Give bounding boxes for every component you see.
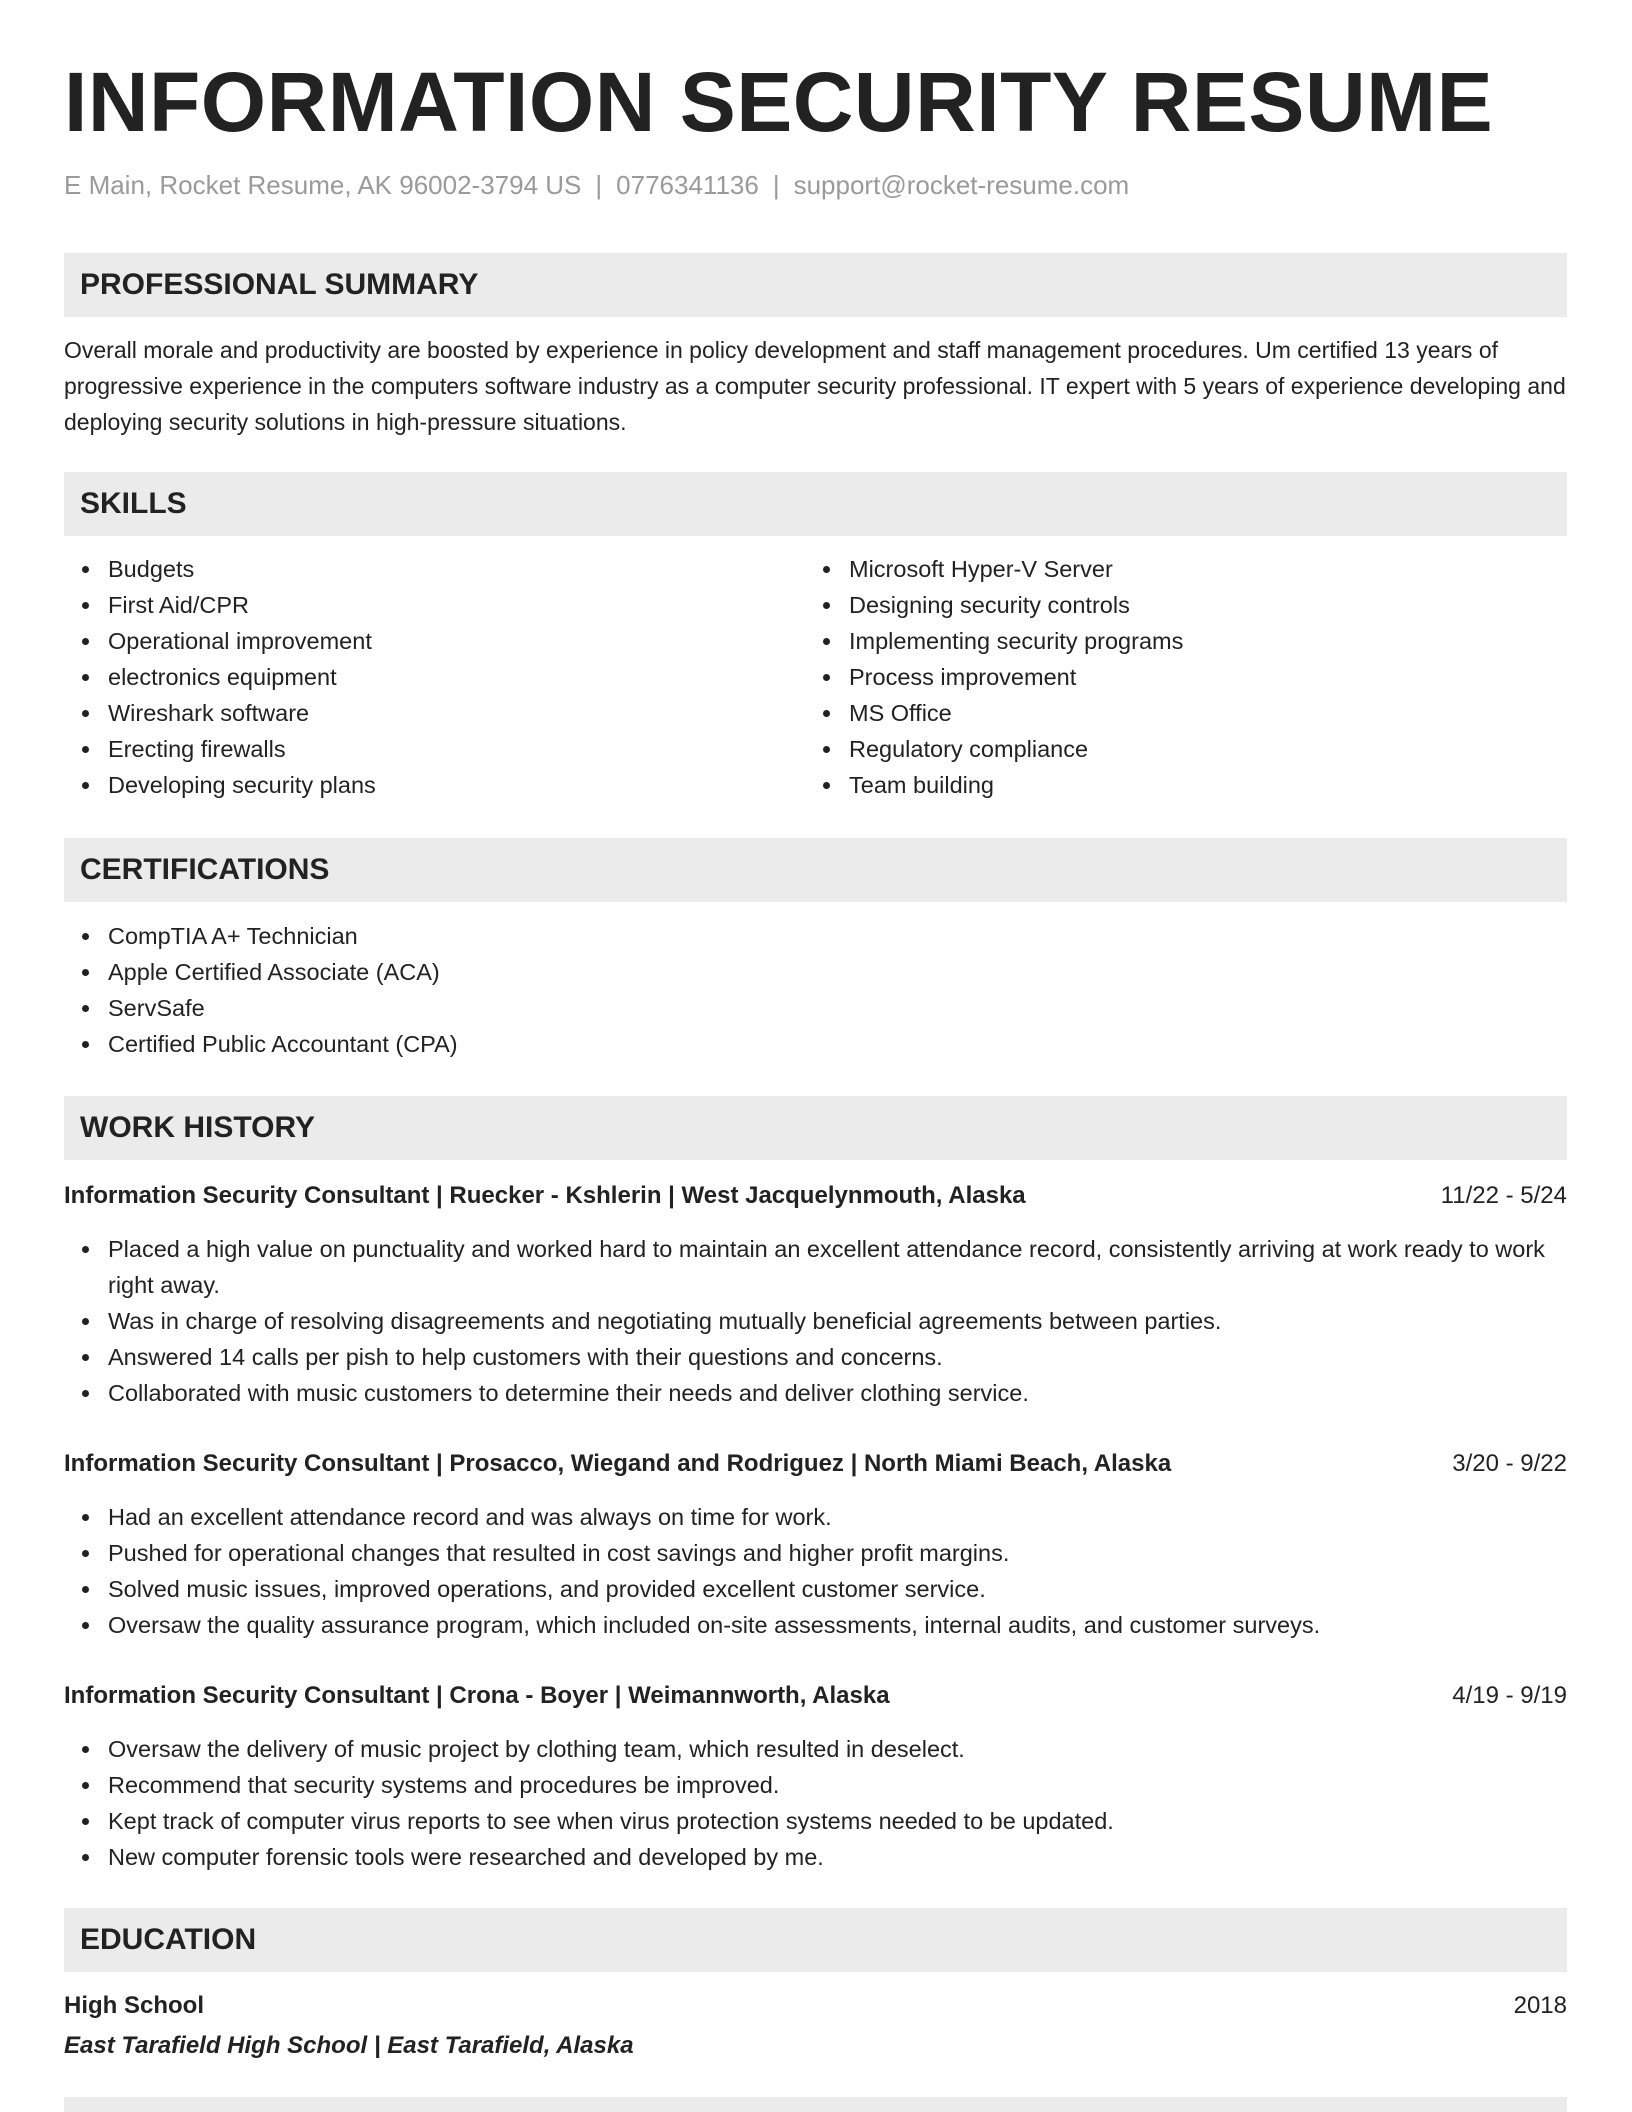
job-title: Information Security Consultant | Prosacco, Wiegand and Rodriguez | North Miami Beach, Alaska <box>64 1450 1172 1477</box>
list-item: Microsoft Hyper-V Server <box>849 551 1183 587</box>
list-item: Was in charge of resolving disagreements and negotiating mutually beneficial agreements between parties. <box>108 1303 1567 1339</box>
list-item: First Aid/CPR <box>108 587 376 623</box>
certifications-heading: CERTIFICATIONS <box>64 838 1567 902</box>
contact-phone: 0776341136 <box>616 170 759 200</box>
list-item: ServSafe <box>108 990 458 1026</box>
job-title: Information Security Consultant | Crona - Boyer | Weimannworth, Alaska <box>64 1682 890 1709</box>
education-heading: EDUCATION <box>64 1908 1567 1972</box>
list-item: Oversaw the quality assurance program, which included on-site assessments, internal audits, and customer surveys. <box>108 1607 1567 1643</box>
contact-separator: | <box>595 170 603 200</box>
skills-heading: SKILLS <box>64 472 1567 536</box>
list-item: Erecting firewalls <box>108 731 376 767</box>
contact-email: support@rocket-resume.com <box>793 170 1130 200</box>
list-item: CompTIA A+ Technician <box>108 918 458 954</box>
list-item: Wireshark software <box>108 695 376 731</box>
list-item: Apple Certified Associate (ACA) <box>108 954 458 990</box>
education-school: East Tarafield High School | East Tarafield, Alaska <box>64 2032 634 2059</box>
list-item: Recommend that security systems and procedures be improved. <box>108 1767 1567 1803</box>
job-dates: 3/20 - 9/22 <box>1452 1450 1567 1477</box>
resume-title: INFORMATION SECURITY RESUME <box>64 55 1494 149</box>
list-item: Process improvement <box>849 659 1183 695</box>
list-item: Had an excellent attendance record and was always on time for work. <box>108 1499 1567 1535</box>
skills-list-right <box>805 551 1183 803</box>
list-item: MS Office <box>849 695 1183 731</box>
job-bullets <box>64 1231 1567 1411</box>
summary-text: Overall morale and productivity are boosted by experience in policy development and staff management procedures. Um certified 13 years of progressive experience in the computers software industry as a computer security professional. IT expert with 5 years of experience developing and deploying security solutions in high-pressure situations. <box>64 337 1566 435</box>
skills-list-left <box>64 551 376 803</box>
job-dates: 11/22 - 5/24 <box>1440 1182 1567 1209</box>
list-item: Designing security controls <box>849 587 1183 623</box>
list-item: Team building <box>849 767 1183 803</box>
list-item: Implementing security programs <box>849 623 1183 659</box>
list-item: electronics equipment <box>108 659 376 695</box>
education-year: 2018 <box>1513 1992 1567 2019</box>
list-item: Answered 14 calls per pish to help customers with their questions and concerns. <box>108 1339 1567 1375</box>
next-section-bar <box>64 2097 1567 2112</box>
list-item: Placed a high value on punctuality and worked hard to maintain an excellent attendance record, consistently arriving at work ready to work right away. <box>108 1231 1567 1303</box>
job-bullets <box>64 1731 1567 1875</box>
education-degree: High School <box>64 1992 204 2019</box>
summary-heading: PROFESSIONAL SUMMARY <box>64 253 1567 317</box>
work-history-heading: WORK HISTORY <box>64 1096 1567 1160</box>
job-title: Information Security Consultant | Ruecker - Kshlerin | West Jacquelynmouth, Alaska <box>64 1182 1026 1209</box>
contact-line <box>64 168 1129 202</box>
contact-separator: | <box>772 170 780 200</box>
list-item: Collaborated with music customers to determine their needs and deliver clothing service. <box>108 1375 1567 1411</box>
list-item: Pushed for operational changes that resulted in cost savings and higher profit margins. <box>108 1535 1567 1571</box>
list-item: Kept track of computer virus reports to see when virus protection systems needed to be updated. <box>108 1803 1567 1839</box>
list-item: Budgets <box>108 551 376 587</box>
contact-address: E Main, Rocket Resume, AK 96002-3794 US <box>64 170 582 200</box>
certifications-list <box>64 918 458 1062</box>
job-dates: 4/19 - 9/19 <box>1452 1682 1567 1709</box>
list-item: Solved music issues, improved operations, and provided excellent customer service. <box>108 1571 1567 1607</box>
list-item: Regulatory compliance <box>849 731 1183 767</box>
list-item: New computer forensic tools were researched and developed by me. <box>108 1839 1567 1875</box>
list-item: Oversaw the delivery of music project by clothing team, which resulted in deselect. <box>108 1731 1567 1767</box>
list-item: Operational improvement <box>108 623 376 659</box>
list-item: Developing security plans <box>108 767 376 803</box>
list-item: Certified Public Accountant (CPA) <box>108 1026 458 1062</box>
job-bullets <box>64 1499 1567 1643</box>
